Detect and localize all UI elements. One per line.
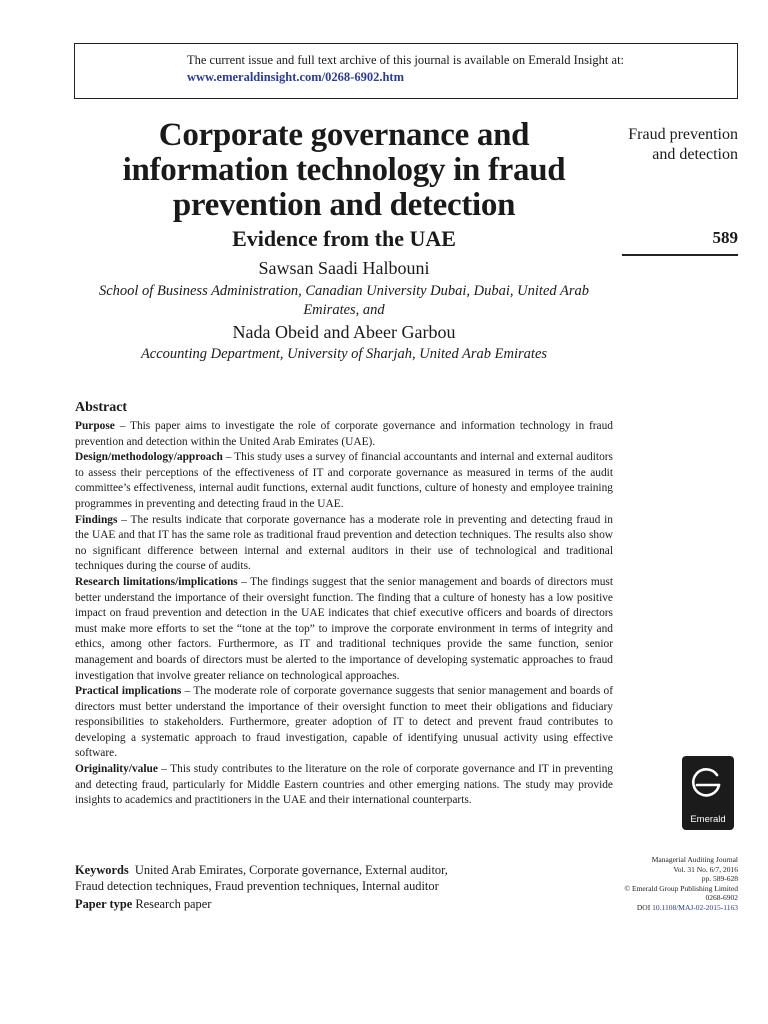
section-label: Purpose	[75, 420, 115, 432]
section-label: Design/methodology/approach	[75, 451, 223, 464]
section-text: – The findings suggest that the senior management and boards of directors must better understand the importance of their oversight function. The finding that a culture of honesty has a low positive impact on fraud prevention and detection in the UAE indicates that chief executive officers and boards of directors must make more efforts to set the “tone at the top” to improve the corporate environment in terms of integrity and ethics, among other factors. Furthermore, as IT and traditional techniques provide the same function, senior management and boards of directors must be alerted to the importance of developing systematic approaches to fraud investigation that involve greater reliance on technological approaches.	[75, 575, 613, 682]
paper-type-value: Research paper	[135, 897, 212, 911]
keywords-line-2: Fraud detection techniques, Fraud prevention techniques, Internal auditor	[75, 879, 439, 893]
abstract-section-limitations	[75, 575, 613, 684]
keywords-line-1: United Arab Emirates, Corporate governance, External auditor,	[134, 863, 448, 877]
section-label: Research limitations/implications	[75, 575, 238, 588]
emerald-logo-icon	[688, 762, 728, 806]
abstract-body	[75, 419, 613, 809]
article-subtitle: Evidence from the UAE	[232, 226, 456, 251]
article-title: Corporate governance and information technology in fraud prevention and detection	[122, 117, 566, 223]
paper-type	[75, 897, 211, 912]
abstract-section-originality	[75, 762, 613, 809]
archive-notice-text: The current issue and full text archive of this journal is available on Emerald Insight at:	[187, 53, 625, 67]
doi-label: DOI	[636, 902, 651, 912]
journal-doi	[560, 903, 738, 913]
abstract-section-purpose	[75, 419, 613, 450]
section-label: Practical implications	[75, 685, 182, 698]
abstract-section-practical	[75, 684, 613, 762]
section-label: Findings	[75, 513, 118, 526]
author-affiliation-2: Accounting Department, University of Sharjah, United Arab Emirates	[140, 346, 548, 362]
section-text: – This paper aims to investigate the role of corporate governance and information technology in fraud prevention and detection within the United Arab Emirates (UAE).	[75, 420, 613, 448]
page-number: 589	[712, 228, 738, 247]
journal-name: Managerial Auditing Journal	[651, 855, 738, 864]
section-text: – This study contributes to the literature on the role of corporate governance and IT in preventing and detecting fraud, particularly for Middle Eastern countries and other emerging nations. The study may provide insights to academics and practitioners in the UAE and their international counterparts.	[75, 763, 613, 807]
section-text: – The results indicate that corporate governance has a moderate role in preventing and detecting fraud in the UAE and that IT has the same role as traditional fraud prevention and detection techniques. The results also show no significant difference between internal and external auditors in their use of technological and traditional techniques during the course of audits.	[75, 513, 613, 573]
abstract-heading: Abstract	[75, 400, 128, 415]
journal-issn: 0268-6902	[705, 893, 738, 903]
archive-notice-box	[74, 43, 738, 99]
abstract-section-design	[75, 450, 613, 512]
journal-metadata	[560, 855, 738, 913]
journal-volume: Vol. 31 No. 6/7, 2016	[673, 864, 738, 874]
author-affiliation-1: School of Business Administration, Canadian University Dubai, Dubai, United Arab Emirates, and	[98, 283, 590, 318]
section-label: Originality/value	[75, 763, 158, 776]
paper-type-label: Paper type	[75, 897, 133, 911]
author-names-1: Sawsan Saadi Halbouni	[258, 258, 430, 278]
abstract-section-findings	[75, 513, 613, 575]
page-number-rule	[622, 254, 738, 256]
journal-url-link[interactable]: www.emeraldinsight.com/0268-6902.htm	[187, 70, 404, 84]
author-names-2: Nada Obeid and Abeer Garbou	[232, 322, 456, 342]
keywords-label: Keywords	[75, 863, 129, 877]
section-text: – The moderate role of corporate governance suggests that senior management and boards of directors must better understand the importance of their oversight function to meet their obligations and fiduciary responsibilities to stakeholders. Furthermore, greater adoption of IT to detect and prevent fraud contributes to developing a systematic approach to fraud investigation, capable of identifying unusual activity using effective software.	[75, 685, 613, 760]
doi-link[interactable]: 10.1108/MAJ-02-2015-1163	[652, 902, 738, 912]
section-text: – This study uses a survey of financial accountants and internal and external auditors to assess their perceptions of the effectiveness of IT and corporate governance as measured in terms of the audit committee’s effectiveness, internal audit functions, external audit functions, culture of honesty and employee training programmes in preventing and detecting fraud in the UAE.	[75, 451, 613, 510]
emerald-logo	[682, 756, 734, 830]
keywords	[75, 862, 615, 894]
emerald-logo-text: Emerald	[690, 814, 726, 825]
journal-copyright: © Emerald Group Publishing Limited	[624, 883, 738, 893]
journal-pages: pp. 589-628	[701, 874, 738, 884]
running-head: Fraud prevention and detection	[628, 126, 738, 163]
